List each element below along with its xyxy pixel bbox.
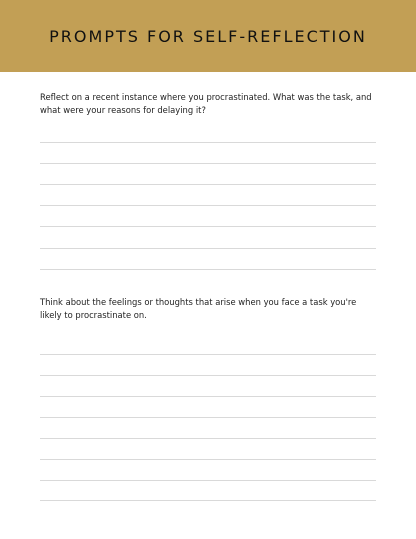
answer-line[interactable] — [40, 438, 376, 439]
answer-line[interactable] — [40, 500, 376, 501]
answer-line[interactable] — [40, 375, 376, 376]
answer-line[interactable] — [40, 142, 376, 143]
page-title: PROMPTS FOR SELF-REFLECTION — [49, 26, 367, 46]
prompt-1-text: Reflect on a recent instance where you procrastinated. What was the task, and what were your reasons for delaying it? — [40, 92, 372, 115]
answer-line[interactable] — [40, 396, 376, 397]
header-banner — [0, 0, 416, 72]
answer-line[interactable] — [40, 248, 376, 249]
answer-line[interactable] — [40, 184, 376, 185]
prompt-2-text: Think about the feelings or thoughts that arise when you face a task you're likely to procrastinate on. — [40, 297, 357, 320]
answer-line[interactable] — [40, 269, 376, 270]
answer-line[interactable] — [40, 205, 376, 206]
answer-line[interactable] — [40, 417, 376, 418]
answer-line[interactable] — [40, 459, 376, 460]
answer-line[interactable] — [40, 226, 376, 227]
answer-line[interactable] — [40, 163, 376, 164]
answer-line[interactable] — [40, 480, 376, 481]
answer-line[interactable] — [40, 354, 376, 355]
